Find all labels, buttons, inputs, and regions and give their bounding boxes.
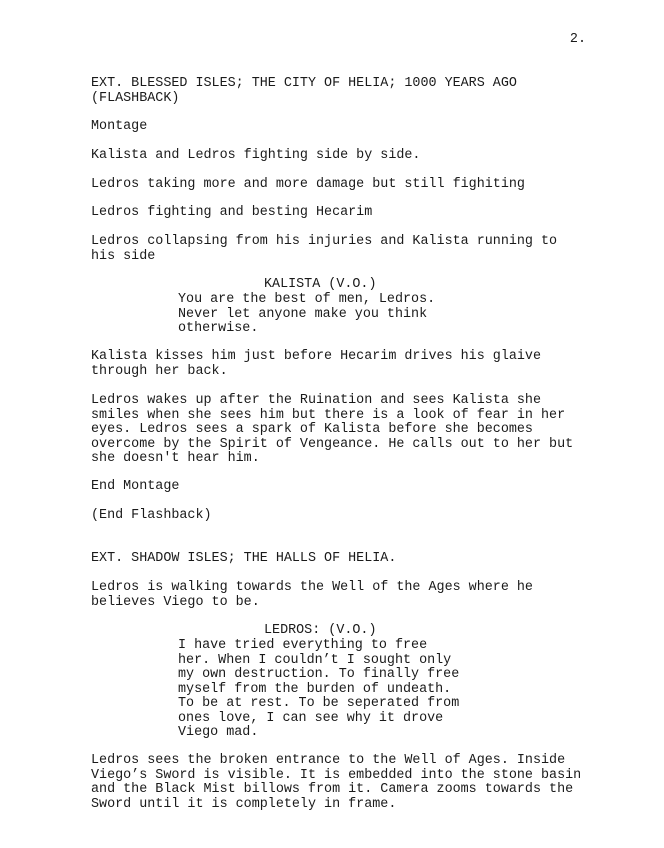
scene-heading: EXT. BLESSED ISLES; THE CITY OF HELIA; 1000 YEARS AGO (FLASHBACK)	[91, 76, 517, 106]
action-line: (End Flashback)	[91, 508, 212, 523]
character-name: KALISTA (V.O.)	[264, 277, 377, 292]
action-line: Ledros collapsing from his injuries and Kalista running to his side	[91, 234, 558, 264]
dialogue: I have tried everything to free her. When I couldn’t I sought only my own destruction. To finally free myself from the burden of undeath. To be at rest. To be seperated from ones love, I can see why it drove Viego mad.	[178, 638, 460, 740]
scene-heading: EXT. SHADOW ISLES; THE HALLS OF HELIA.	[91, 551, 397, 566]
action-line: Ledros fighting and besting Hecarim	[91, 205, 373, 220]
action-line: Kalista kisses him just before Hecarim drives his glaive through her back.	[91, 349, 541, 379]
page-number: 2.	[569, 32, 586, 47]
action-line: Montage	[91, 119, 148, 134]
action-line: Kalista and Ledros fighting side by side.	[91, 148, 421, 163]
character-name: LEDROS: (V.O.)	[264, 623, 377, 638]
action-line: Ledros taking more and more damage but still fighiting	[91, 177, 525, 192]
action-line: Ledros is walking towards the Well of the Ages where he believes Viego to be.	[91, 580, 533, 610]
action-line: Ledros sees the broken entrance to the Well of Ages. Inside Viego’s Sword is visible. It is embedded into the stone basin and the Black Mist billows from it. Camera zooms towards the Sword until it is completely in frame.	[91, 753, 582, 812]
dialogue: You are the best of men, Ledros. Never let anyone make you think otherwise.	[178, 292, 436, 336]
action-line: Ledros wakes up after the Ruination and sees Kalista she smiles when she sees him but there is a look of fear in her eyes. Ledros sees a spark of Kalista before she becomes overcome by the Spirit of Vengeance. He calls out to her but she doesn't hear him.	[91, 393, 574, 466]
action-line: End Montage	[91, 479, 180, 494]
